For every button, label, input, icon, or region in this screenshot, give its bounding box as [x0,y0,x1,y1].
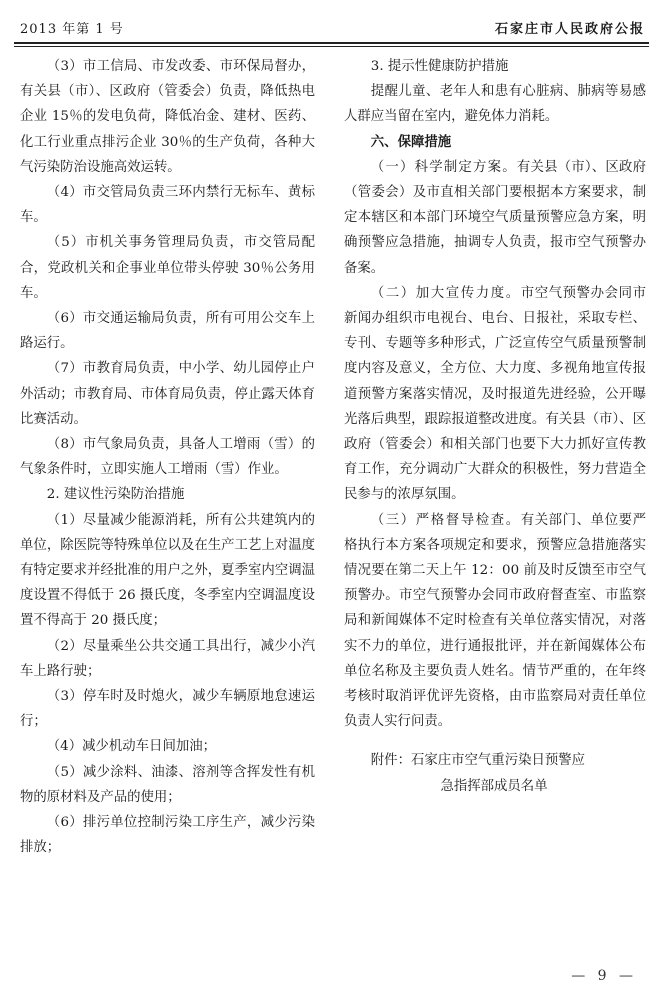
paragraph-lead: （三）严格督导检查。 [370,512,521,528]
paragraph-body: 有关县（市）、区政府（管委会）及市直相关部门要根据本方案要求，制定本辖区和本部门环境空气质量预警应急方案，明确预警应急措施，抽调专人负责，报市空气预警办备案。 [344,159,646,276]
section-heading: 六、保障措施 [370,134,452,150]
paragraph [344,281,646,508]
paragraph-lead: （二）加大宣传力度。 [370,285,521,301]
issue-label: 2013 年第 1 号 [20,22,124,37]
paragraph-body: 有关部门、单位要严格执行本方案各项规定和要求，预警应急措施落实情况要在第二天上午 12：00 前及时反馈至市空气预警办。市空气预警办会同市政府督查室、市监察局和新闻媒体不定时检查有关单位落实情况，对落实不力的单位，进行通报批评，并在新闻媒体公布单位名称及主要负责人姓名。情节严重的，在年终考核时取消评优评先资格，由市监察局对责任单位负责人实行问责。 [344,512,647,730]
paragraph [344,155,646,281]
left-column [20,54,315,861]
paragraph-body: 市空气预警办会同市新闻办组织市电视台、电台、日报社，采取专栏、专刊、专题等多种形式，广泛宣传空气质量预警制度内容及意义，全方位、大力度、多视角地宣传报道预警方案落实情况，及时报道先进经验，公开曝光落后典型，跟踪报道整改进度。有关县（市）、区政府（管委会）和相关部门也要下大力抓好宣传教育工作，充分调动广大群众的积极性，努力营造全民参与的浓厚氛围。 [344,285,647,503]
paragraph [344,508,646,735]
paragraph: （4）减少机动车日间加油； [46,739,217,755]
paragraph: （7）市教育局负责，中小学、幼儿园停止户外活动；市教育局、市体育局负责，停止露天体育比赛活动。 [20,361,315,427]
paragraph: （5）市机关事务管理局负责，市交管局配合，党政机关和企事业单位带头停驶 30％公务用车。 [20,235,315,301]
paragraph: （2）尽量乘坐公共交通工具出行，减少小汽车上路行驶； [20,638,315,679]
paragraph: 提醒儿童、老年人和患有心脏病、肺病等易感人群应当留在室内，避免体力消耗。 [344,84,646,125]
page-header [14,8,649,42]
paragraph: （3）停车时及时熄火，减少车辆原地怠速运行； [20,689,315,730]
attachment-name: 急指挥部成员名单 [440,778,548,794]
page-number: — 9 — [571,968,637,984]
paragraph-lead: （一）科学制定方案。 [370,159,517,175]
paragraph: （6）排污单位控制污染工序生产，减少污染排放； [20,815,315,856]
paragraph: （3）市工信局、市发改委、市环保局督办，有关县（市）、区政府（管委会）负责，降低热电企业 15％的发电负荷，降低冶金、建材、医药、化工行业重点排污企业 30％的生产负荷，各种大气污染防治设施高效运转。 [20,59,315,175]
publication-title: 石家庄市人民政府公报 [494,22,645,37]
header-rule-thick [14,42,649,44]
subheading: 2. 建议性污染防治措施 [46,487,185,503]
paragraph: （5）减少涂料、油漆、溶剂等含挥发性有机物的原材料及产品的使用； [20,764,315,805]
paragraph: （4）市交管局负责三环内禁行无标车、黄标车。 [20,185,315,226]
attachment-label: 附件：石家庄市空气重污染日预警应 [370,753,586,769]
paragraph: （8）市气象局负责，具备人工增雨（雪）的气象条件时，立即实施人工增雨（雪）作业。 [20,437,315,478]
header-rule-thin [14,46,649,47]
paragraph: （1）尽量减少能源消耗，所有公共建筑内的单位，除医院等特殊单位以及在生产工艺上对温度有特定要求并经批准的用户之外，夏季室内空调温度设置不得低于 26 摄氏度，冬季室内空调温度设置不得高于 20 摄氏度； [20,512,315,629]
subheading: 3. 提示性健康防护措施 [370,59,509,74]
paragraph: （6）市交通运输局负责，所有可用公交车上路运行。 [20,311,315,352]
attachment-note [344,748,646,798]
right-column [344,54,646,799]
